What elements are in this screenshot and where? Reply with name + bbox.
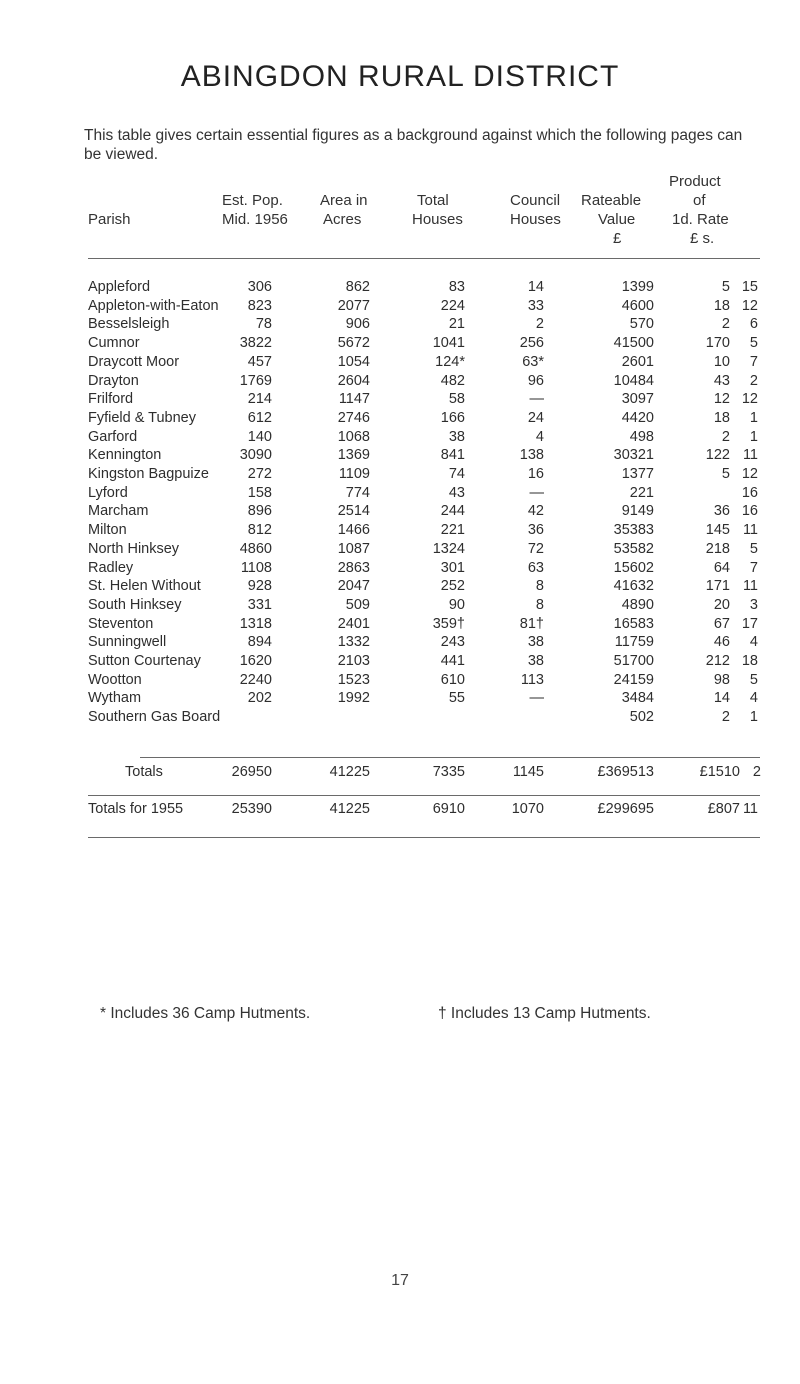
cell-rateable: 570: [629, 316, 654, 333]
cell-houses: 74: [448, 466, 465, 482]
header-parish: Parish: [88, 211, 131, 228]
totals-shillings: 2: [752, 764, 761, 780]
cell-shillings: 11: [742, 447, 758, 464]
cell-pounds: 10: [713, 353, 730, 370]
cell-rateable: 221: [629, 484, 654, 501]
cell-rateable: 1399: [621, 279, 654, 295]
cell-pounds: 36: [713, 503, 730, 520]
totals-1955-pop: 25390: [231, 801, 272, 817]
cell-shillings: 1: [749, 709, 758, 726]
cell-pop: 896: [247, 503, 272, 520]
page-number: 17: [391, 1272, 409, 1289]
page-title: ABINGDON RURAL DISTRICT: [180, 60, 620, 93]
cell-area: 862: [345, 279, 370, 295]
totals-label: Totals: [125, 764, 163, 780]
cell-council: 138: [519, 447, 544, 464]
cell-council: 72: [527, 540, 544, 557]
cell-shillings: 12: [741, 297, 758, 314]
totals-1955-label: Totals for 1955: [88, 801, 184, 817]
table-row: [0, 634, 800, 654]
totals-1955-houses: 6910: [432, 801, 465, 817]
totals-row: [0, 764, 800, 784]
cell-area: 2047: [337, 578, 370, 595]
totals-houses: 7335: [432, 764, 465, 780]
cell-rateable: 4600: [621, 297, 654, 314]
cell-area: 1054: [337, 353, 370, 370]
table-row: [0, 391, 800, 411]
cell-pounds: 2: [721, 709, 730, 726]
cell-parish: Draycott Moor: [88, 353, 180, 370]
totals-1955-row: [0, 801, 800, 821]
cell-pounds: 5: [721, 279, 730, 295]
totals-council: 1145: [512, 764, 544, 780]
cell-pounds: 171: [705, 578, 730, 595]
cell-pop: 202: [247, 690, 272, 707]
cell-pop: 1318: [239, 615, 272, 632]
table-row: [0, 335, 800, 355]
cell-pop: 158: [247, 484, 272, 501]
table-row: [0, 560, 800, 580]
cell-parish: Wytham: [88, 690, 142, 707]
cell-shillings: 18: [741, 653, 758, 669]
footnote-dagger: † Includes 13 Camp Hutments.: [438, 1005, 651, 1022]
cell-houses: 359†: [432, 615, 465, 632]
cell-houses: 43: [448, 484, 465, 501]
header-area-line1: Area in: [320, 192, 368, 209]
cell-pop: 823: [247, 297, 272, 314]
cell-pop: 3822: [239, 335, 272, 352]
cell-area: 2863: [337, 559, 370, 576]
cell-rateable: 3484: [621, 690, 654, 707]
table-row: [0, 653, 800, 673]
table-row: [0, 298, 800, 318]
table-row: [0, 690, 800, 710]
header-product-line3: 1d. Rate: [672, 211, 729, 228]
cell-pounds: 64: [713, 559, 730, 576]
cell-parish: Cumnor: [88, 335, 140, 352]
table-row: [0, 316, 800, 336]
header-area-line2: Acres: [323, 211, 362, 228]
cell-pounds: 12: [713, 391, 730, 408]
cell-pop: 612: [247, 409, 272, 426]
cell-rateable: 41632: [613, 578, 654, 595]
cell-parish: Appleford: [88, 279, 151, 295]
cell-rateable: 10484: [613, 372, 654, 389]
cell-pounds: 218: [705, 540, 730, 557]
cell-council: 2: [535, 316, 544, 333]
cell-area: 2077: [337, 297, 370, 314]
cell-area: 2401: [337, 615, 370, 632]
cell-area: 2103: [337, 653, 370, 669]
cell-area: 5672: [337, 335, 370, 352]
cell-area: 1523: [337, 671, 370, 688]
cell-pounds: 2: [721, 428, 730, 445]
cell-houses: 124*: [435, 353, 465, 370]
cell-shillings: 6: [749, 316, 758, 333]
cell-pop: 812: [247, 522, 272, 539]
cell-parish: Kingston Bagpuize: [88, 466, 209, 482]
table-row: [0, 466, 800, 486]
table-row: [0, 503, 800, 523]
cell-council: 14: [527, 279, 544, 295]
table-row: [0, 429, 800, 449]
cell-parish: Garford: [88, 428, 138, 445]
cell-rateable: 41500: [613, 335, 654, 352]
totals-divider-top: [140, 757, 760, 758]
cell-pop: 2240: [239, 671, 272, 688]
cell-council: —: [529, 391, 544, 408]
header-pop-line1: Est. Pop.: [222, 192, 283, 209]
cell-pop: 894: [247, 634, 272, 651]
cell-houses: 441: [440, 653, 465, 669]
cell-council: 38: [527, 653, 544, 669]
table-row: [0, 541, 800, 561]
cell-rateable: 30321: [613, 447, 654, 464]
cell-parish: South Hinksey: [88, 596, 182, 613]
cell-shillings: 4: [749, 634, 758, 651]
header-rateable-unit: £: [613, 230, 622, 247]
cell-council: 256: [519, 335, 544, 352]
table-row: [0, 447, 800, 467]
cell-rateable: 15602: [613, 559, 654, 576]
cell-shillings: 5: [749, 671, 758, 688]
cell-parish: Drayton: [88, 372, 139, 389]
cell-pop: 78: [255, 316, 272, 333]
cell-area: 2514: [337, 503, 370, 520]
cell-parish: Besselsleigh: [88, 316, 170, 333]
cell-council: 38: [527, 634, 544, 651]
cell-pop: 331: [247, 596, 272, 613]
table-row: [0, 485, 800, 505]
cell-rateable: 53582: [613, 540, 654, 557]
cell-houses: 90: [448, 596, 465, 613]
cell-parish: Southern Gas Board: [88, 709, 221, 726]
cell-shillings: 7: [749, 353, 758, 370]
cell-houses: 221: [440, 522, 465, 539]
cell-council: 4: [535, 428, 544, 445]
cell-houses: 58: [448, 391, 465, 408]
cell-pop: 1769: [239, 372, 272, 389]
cell-parish: North Hinksey: [88, 540, 180, 557]
table-row: [0, 616, 800, 636]
cell-rateable: 16583: [613, 615, 654, 632]
cell-pounds: 122: [705, 447, 730, 464]
cell-council: 8: [535, 596, 544, 613]
table-row: [0, 522, 800, 542]
header-product-unit: £ s.: [690, 230, 715, 247]
cell-shillings: 5: [749, 540, 758, 557]
cell-shillings: 1: [749, 428, 758, 445]
table-row: [0, 709, 800, 729]
cell-pop: 1620: [239, 653, 272, 669]
cell-pounds: 5: [721, 466, 730, 482]
header-rateable-line1: Rateable: [581, 192, 642, 209]
cell-area: 1332: [337, 634, 370, 651]
cell-houses: 1041: [432, 335, 465, 352]
cell-houses: 55: [448, 690, 465, 707]
cell-pounds: 67: [713, 615, 730, 632]
table-row: [0, 279, 800, 299]
totals-1955-shillings: 11: [742, 801, 758, 817]
cell-shillings: 5: [749, 335, 758, 352]
cell-area: 1992: [337, 690, 370, 707]
totals-1955-rateable: £299695: [597, 801, 654, 817]
header-council-line1: Council: [510, 192, 561, 209]
cell-rateable: 3097: [621, 391, 654, 408]
cell-council: 63: [527, 559, 544, 576]
cell-shillings: 11: [742, 522, 758, 539]
header-divider: [88, 258, 760, 259]
cell-area: 2746: [337, 409, 370, 426]
cell-houses: 482: [440, 372, 465, 389]
cell-shillings: 7: [749, 559, 758, 576]
cell-council: 24: [527, 409, 544, 426]
table-row: [0, 373, 800, 393]
cell-council: —: [529, 690, 544, 707]
cell-shillings: 12: [741, 391, 758, 408]
cell-area: 1147: [338, 391, 370, 408]
cell-rateable: 35383: [613, 522, 654, 539]
cell-pop: 272: [247, 466, 272, 482]
cell-area: 1087: [337, 540, 370, 557]
cell-parish: Milton: [88, 522, 127, 539]
cell-rateable: 498: [629, 428, 654, 445]
cell-pop: 140: [247, 428, 272, 445]
cell-houses: 243: [440, 634, 465, 651]
cell-parish: Marcham: [88, 503, 149, 520]
cell-shillings: 17: [741, 615, 758, 632]
cell-houses: 38: [448, 428, 465, 445]
header-total-line2: Houses: [412, 211, 463, 228]
cell-parish: Kennington: [88, 447, 162, 464]
cell-rateable: 4420: [621, 409, 654, 426]
cell-council: 96: [527, 372, 544, 389]
cell-area: 2604: [337, 372, 370, 389]
cell-council: 81†: [519, 615, 544, 632]
cell-rateable: 9149: [621, 503, 654, 520]
cell-rateable: 1377: [621, 466, 654, 482]
cell-shillings: 3: [749, 596, 758, 613]
cell-council: 33: [527, 297, 544, 314]
totals-pop: 26950: [231, 764, 272, 780]
cell-pounds: 145: [705, 522, 730, 539]
header-rateable-line2: Value: [598, 211, 636, 228]
cell-rateable: 24159: [613, 671, 654, 688]
cell-pop: 306: [247, 279, 272, 295]
cell-area: 509: [345, 596, 370, 613]
cell-houses: 610: [440, 671, 465, 688]
cell-pounds: 2: [721, 316, 730, 333]
cell-area: 1369: [337, 447, 370, 464]
cell-parish: Sunningwell: [88, 634, 167, 651]
cell-rateable: 502: [629, 709, 654, 726]
cell-area: 906: [345, 316, 370, 333]
cell-pop: 214: [247, 391, 272, 408]
cell-shillings: 1: [749, 409, 758, 426]
cell-parish: Appleton-with-Eaton: [88, 297, 219, 314]
cell-council: 63*: [522, 353, 544, 370]
cell-pop: 457: [247, 353, 272, 370]
cell-council: 36: [527, 522, 544, 539]
cell-council: 8: [535, 578, 544, 595]
cell-area: 1068: [337, 428, 370, 445]
cell-shillings: 11: [742, 578, 758, 595]
header-total-line1: Total: [417, 192, 449, 209]
cell-area: 774: [345, 484, 370, 501]
table-row: [0, 578, 800, 598]
totals-1955-council: 1070: [511, 801, 544, 817]
cell-shillings: 15: [741, 279, 758, 295]
footnote-star: * Includes 36 Camp Hutments.: [100, 1005, 311, 1022]
cell-parish: Sutton Courtenay: [88, 653, 201, 669]
cell-parish: Wootton: [88, 671, 142, 688]
cell-pop: 3090: [239, 447, 272, 464]
cell-shillings: 4: [749, 690, 758, 707]
cell-pop: 1108: [240, 559, 272, 576]
cell-pounds: 98: [713, 671, 730, 688]
cell-area: 1109: [338, 466, 370, 482]
totals-1955-area: 41225: [329, 801, 370, 817]
table-row: [0, 354, 800, 374]
cell-pounds: 18: [713, 297, 730, 314]
cell-parish: St. Helen Without: [88, 578, 201, 595]
intro-paragraph: This table gives certain essential figures as a background against which the following pages can be viewed.: [84, 127, 743, 163]
cell-pop: 4860: [239, 540, 272, 557]
cell-pounds: 170: [705, 335, 730, 352]
cell-shillings: 12: [741, 466, 758, 482]
totals-rateable: £369513: [597, 764, 654, 780]
cell-council: 42: [527, 503, 544, 520]
cell-council: 16: [527, 466, 544, 482]
totals-product: £1510: [699, 764, 740, 780]
cell-houses: 21: [448, 316, 465, 333]
cell-houses: 841: [440, 447, 465, 464]
table-row: [0, 672, 800, 692]
cell-houses: 252: [440, 578, 465, 595]
cell-rateable: 2601: [621, 353, 654, 370]
cell-houses: 224: [440, 297, 465, 314]
header-pop-line2: Mid. 1956: [222, 211, 288, 228]
table-row: [0, 410, 800, 430]
totals-divider-bottom: [88, 795, 760, 796]
cell-rateable: 11759: [614, 634, 654, 651]
cell-council: —: [529, 484, 544, 501]
header-council-line2: Houses: [510, 211, 561, 228]
cell-parish: Steventon: [88, 615, 154, 632]
cell-houses: 244: [440, 503, 465, 520]
cell-pounds: 14: [713, 690, 730, 707]
cell-rateable: 4890: [621, 596, 654, 613]
cell-shillings: 16: [741, 503, 758, 520]
cell-pounds: 43: [713, 372, 730, 389]
totals-1955-product: £807: [707, 801, 740, 817]
cell-pounds: 46: [713, 634, 730, 651]
cell-rateable: 51700: [613, 653, 654, 669]
header-product-line2: of: [693, 192, 706, 209]
cell-shillings: 2: [749, 372, 758, 389]
cell-pounds: 212: [705, 653, 730, 669]
totals-area: 41225: [329, 764, 370, 780]
header-product-line1: Product: [669, 173, 721, 190]
cell-area: 1466: [337, 522, 370, 539]
cell-pop: 928: [247, 578, 272, 595]
table-row: [0, 597, 800, 617]
cell-parish: Frilford: [88, 391, 134, 408]
cell-houses: 83: [448, 279, 465, 295]
cell-parish: Radley: [88, 559, 134, 576]
cell-parish: Fyfield & Tubney: [88, 409, 196, 426]
cell-council: 113: [520, 671, 544, 688]
footer-divider: [88, 837, 760, 838]
cell-shillings: 16: [741, 484, 758, 501]
cell-parish: Lyford: [88, 484, 128, 501]
cell-houses: 1324: [432, 540, 465, 557]
cell-houses: 166: [440, 409, 465, 426]
cell-pounds: 20: [713, 596, 730, 613]
cell-houses: 301: [440, 559, 465, 576]
cell-pounds: 18: [713, 409, 730, 426]
